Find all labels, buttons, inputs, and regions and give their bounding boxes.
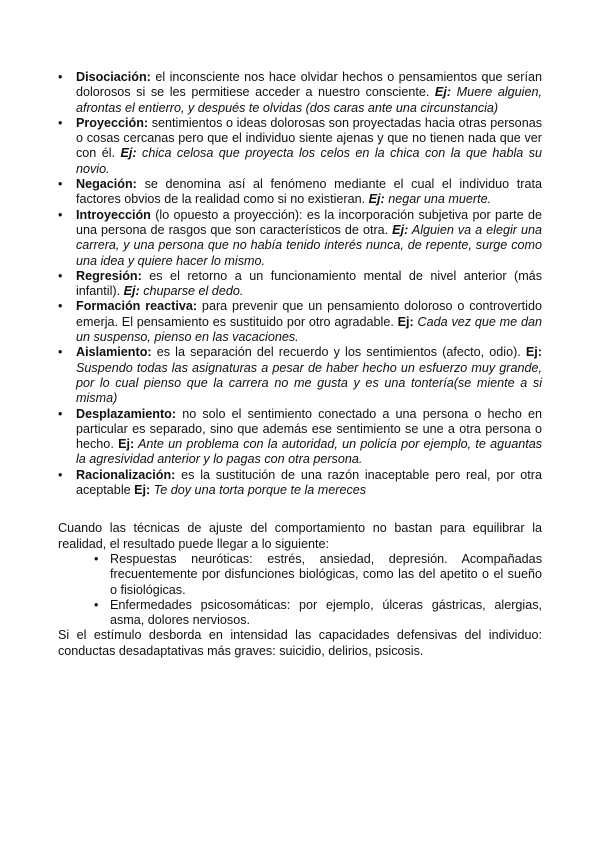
- bullet: •: [58, 299, 63, 314]
- mechanism-definition: sentimientos o ideas dolorosas son proyectadas hacia otras personas o cosas cercanas pero que el individuo siente ajenas y que no tienen nada que ver con él.: [76, 115, 542, 161]
- mechanism-example: Alguien va a elegir una carrera, y una persona que no había tenido interés nunca, de repente, surge como una idea y quiere hacer lo mismo.: [76, 222, 542, 268]
- mechanism-item-racionalizacion: [58, 468, 542, 499]
- result-item-respuestas-neuroticas: [94, 552, 542, 598]
- mechanism-definition: se denomina así al fenómeno mediante el cual el individuo trata factores obvios de la realidad como si no existieran.: [76, 177, 542, 207]
- bullet: •: [58, 345, 63, 360]
- mechanism-item-introyeccion: [58, 208, 542, 269]
- example-label: Ej:: [123, 284, 140, 299]
- example-label: Ej:: [397, 314, 414, 329]
- bullet: •: [94, 597, 99, 612]
- mechanism-example: Suspendo todas las asignaturas a pesar de haber hecho un esfuerzo muy grande, por lo cual pienso que la carrera no me gusta y es una tontería(se miente a si misma): [76, 360, 542, 406]
- mechanism-definition: (lo opuesto a proyección): es la incorporación subjetiva por parte de una persona de rasgos que son característicos de otra.: [76, 207, 542, 237]
- example-label: Ej:: [434, 85, 452, 100]
- bullet: •: [58, 268, 63, 283]
- mechanism-item-proyeccion: [58, 116, 542, 177]
- mechanism-example: chica celosa que proyecta los celos en la chica con la que habla su novio.: [76, 146, 542, 176]
- mechanism-item-desplazamiento: [58, 407, 542, 468]
- bullet: •: [94, 551, 99, 566]
- mechanism-definition: es la sustitución de una razón inaceptable pero real, por otra aceptable: [76, 467, 542, 498]
- example-label: Ej:: [134, 483, 151, 498]
- mechanism-term: Regresión:: [76, 268, 142, 283]
- mechanism-term: Racionalización:: [76, 467, 176, 482]
- mechanism-term: Introyección: [76, 207, 151, 222]
- example-label: Ej:: [525, 345, 542, 360]
- results-list: [58, 552, 542, 628]
- result-text: Enfermedades psicosomáticas: por ejemplo, úlceras gástricas, alergias, asma, dolores nerviosos.: [110, 597, 542, 628]
- bullet: •: [58, 467, 63, 482]
- mechanism-term: Desplazamiento:: [76, 406, 177, 421]
- bullet: •: [58, 207, 63, 222]
- example-label: Ej:: [392, 222, 409, 237]
- result-item-enfermedades-psicosomaticas: [94, 598, 542, 629]
- mechanism-example: Te doy una torta porque te la mereces: [150, 483, 367, 498]
- bullet: •: [58, 177, 63, 192]
- mechanism-term: Formación reactiva:: [76, 299, 198, 314]
- example-label: Ej:: [120, 146, 137, 161]
- mechanism-term: Disociación:: [76, 70, 151, 84]
- bullet: •: [58, 115, 63, 130]
- mechanism-item-regresion: [58, 269, 542, 300]
- bullet: •: [58, 70, 63, 84]
- mechanism-item-disociacion: [58, 70, 542, 116]
- result-text: Respuestas neuróticas: estrés, ansiedad, depresión. Acompañadas frecuentemente por disfunciones biológicas, como las del apetito o el sueño o fisiológicas.: [110, 551, 542, 597]
- closing-paragraph: Si el estímulo desborda en intensidad las capacidades defensivas del individuo: conductas desadaptativas más graves: suicidio, delirios, psicosis.: [58, 628, 542, 658]
- mechanism-example: Cada vez que me dan un suspenso, pienso en las vacaciones.: [76, 314, 542, 345]
- mechanism-example: chuparse el dedo.: [139, 284, 244, 299]
- defense-mechanisms-list: [58, 70, 542, 498]
- mechanism-term: Proyección:: [76, 115, 149, 130]
- example-label: Ej:: [118, 437, 135, 452]
- mechanism-item-formacion-reactiva: [58, 299, 542, 345]
- mechanism-term: Aislamiento:: [76, 345, 152, 360]
- mechanism-definition: es la separación del recuerdo y los sentimientos (afecto, odio).: [151, 345, 526, 360]
- mechanism-definition: no solo el sentimiento conectado a una persona o hecho en particular es separado, sino que además ese sentimiento se une a otra persona o hecho.: [76, 406, 542, 452]
- intro-paragraph: Cuando las técnicas de ajuste del comportamiento no bastan para equilibrar la realidad, el resultado puede llegar a lo siguiente:: [58, 521, 542, 551]
- example-label: Ej:: [368, 192, 385, 207]
- mechanism-example: Ante un problema con la autoridad, un policía por ejemplo, te aguantas la agresividad anterior y lo pagas con otra persona.: [76, 437, 543, 467]
- mechanism-definition: el inconsciente nos hace olvidar hechos o pensamientos que serían dolorosos si se les permitiese acceder a nuestro consciente.: [76, 70, 542, 100]
- bullet: •: [58, 406, 63, 421]
- mechanism-term: Negación:: [76, 177, 137, 192]
- mechanism-example: negar una muerte.: [384, 192, 492, 207]
- mechanism-definition: para prevenir que un pensamiento doloroso o controvertido emerja. El pensamiento es sustituido por otro agradable.: [76, 299, 542, 329]
- mechanism-item-aislamiento: [58, 345, 542, 406]
- mechanism-item-negacion: [58, 177, 542, 208]
- mechanism-definition: es el retorno a un funcionamiento mental de nivel anterior (más infantil).: [76, 268, 542, 299]
- mechanism-example: Muere alguien, afrontas el entierro, y después te olvidas (dos caras ante una circunstancia): [76, 85, 542, 115]
